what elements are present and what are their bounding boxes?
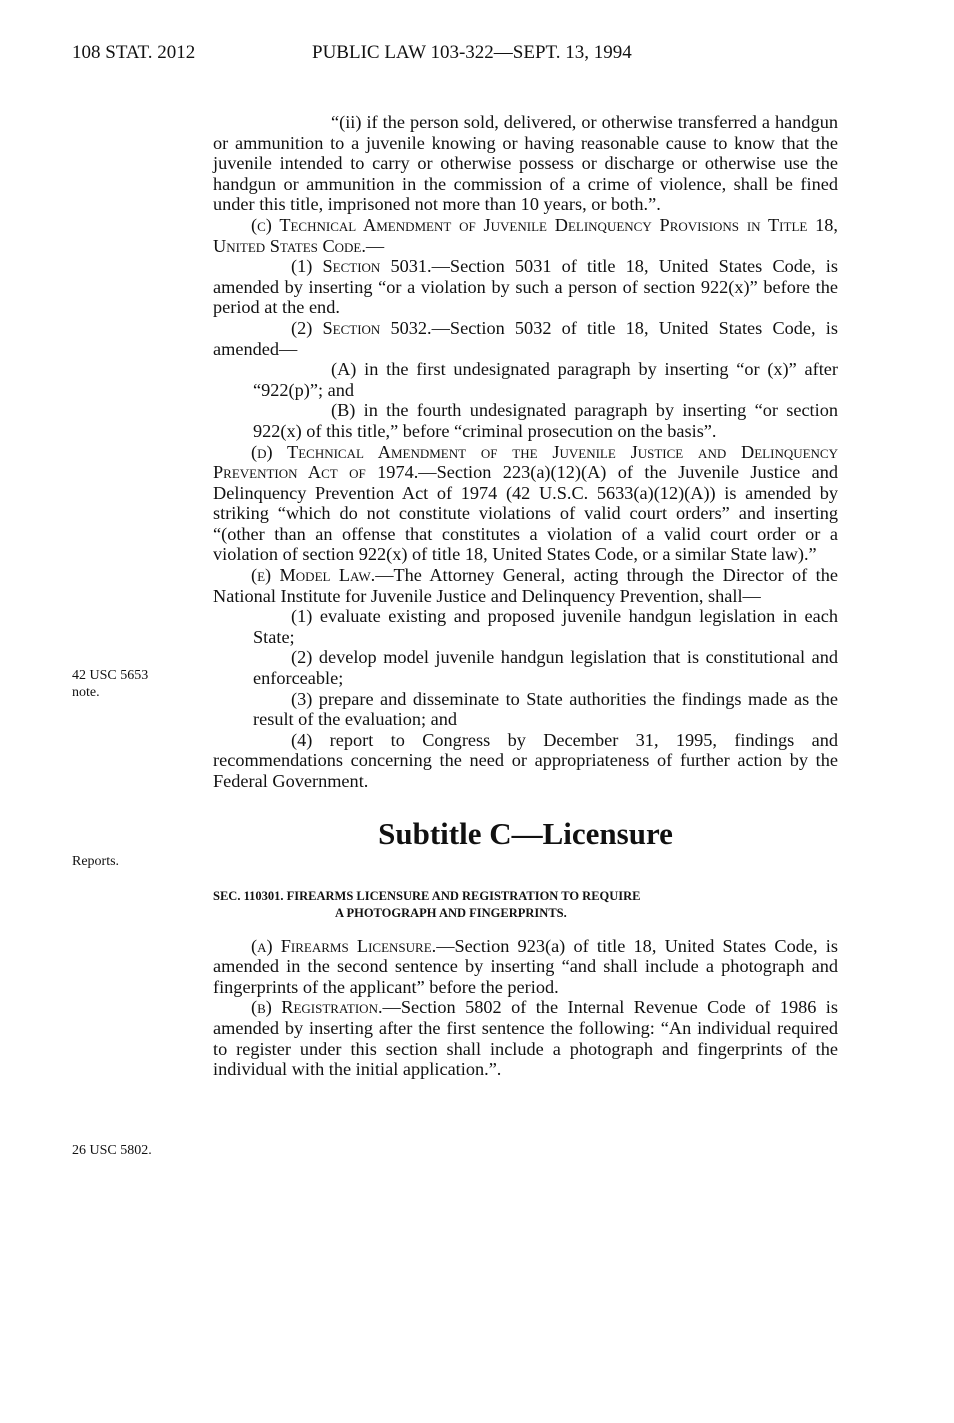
paragraph-e3: (3) prepare and disseminate to State authorities the findings made as the result of the evaluation; and <box>253 688 838 730</box>
paragraph-ii: “(ii) if the person sold, delivered, or otherwise transferred a handgun or ammunition to a juvenile knowing or having reasonable cause to know that the juvenile intended to carry or otherwise possess or discharge or otherwise use the handgun or ammunition in the commission of a crime of violence, shall be fined under this title, imprisoned not more than 10 years, or both.”. <box>213 112 838 215</box>
paragraph-e1: (1) evaluate existing and proposed juvenile handgun legislation in each State; <box>253 606 838 647</box>
subsection-b <box>213 997 838 1079</box>
subsection-b-text: —Section 5802 of the Internal Revenue Code of 1986 is amended by inserting after the first sentence the following: “An individual required to register under this section shall include a photograph and fingerprints of the individual with the initial application.”. <box>213 997 838 1080</box>
subsection-a-label: (a) Firearms Licensure. <box>251 935 437 956</box>
subsection-e-text: —The Attorney General, acting through the Director of the National Institute for Juvenile Justice and Delinquency Prevention, shall— <box>213 565 838 606</box>
subparagraph-c2A-text: (A) in the first undesignated paragraph by inserting “or (x)” after “922(p)”; and <box>253 359 838 400</box>
subsection-a-text: —Section 923(a) of title 18, United States Code, is amended in the second sentence by inserting “and shall include a photograph and fingerprints of the applicant” before the period. <box>213 935 838 997</box>
margin-note-42-usc-line1: 42 USC 5653 <box>72 668 149 683</box>
section-heading-line2: A PHOTOGRAPH AND FINGERPRINTS. <box>335 905 567 920</box>
subsection-e <box>213 565 838 606</box>
paragraph-e4: (4) report to Congress by December 31, 1995, findings and recommendations concerning the need or appropriateness of further action by the Federal Government. <box>213 729 838 791</box>
subsection-c-heading: (c) Technical Amendment of Juvenile Delinquency Provisions in Title 18, United States Code.— <box>213 214 838 256</box>
subtitle-heading: Subtitle C—Licensure <box>378 815 673 851</box>
subsection-a <box>213 936 838 998</box>
section-heading-line1: SEC. 110301. FIREARMS LICENSURE AND REGISTRATION TO REQUIRE <box>213 888 641 903</box>
margin-note-42-usc <box>72 667 148 701</box>
subsection-d-label: (d) Technical Amendment of the Juvenile Justice and Delinquency Prevention Act of 1974. <box>213 441 838 483</box>
paragraph-c1 <box>213 256 838 318</box>
paragraph-c1-text: —Section 5031 of title 18, United States Code, is amended by inserting “or a violation by such a person of section 922(x)” before the period at the end. <box>213 256 838 318</box>
document-body <box>213 112 838 1080</box>
page-statute-reference: 108 STAT. 2012 <box>72 42 196 63</box>
subsection-b-label: (b) Registration. <box>251 997 383 1018</box>
subparagraph-c2A <box>213 359 838 400</box>
margin-note-26-usc: 26 USC 5802. <box>72 1143 152 1158</box>
subsection-d <box>213 442 838 566</box>
subsection-d-text: —Section 223(a)(12)(A) of the Juvenile Justice and Delinquency Prevention Act of 1974 (42 U.S.C. 5633(a)(12)(A)) is amended by striking “which do not constitute violations of valid court orders” and inserting “(other than an offense that constitutes a violation of a valid court order or a violation of section 922(x) of title 18, United States Code, or a similar State law).” <box>213 462 838 565</box>
subparagraph-c2B-text: (B) in the fourth undesignated paragraph by inserting “or section 922(x) of this title,” before “criminal prosecution on the basis”. <box>253 400 838 441</box>
paragraph-c2-label: (2) Section 5032. <box>291 317 432 338</box>
section-heading <box>213 888 838 922</box>
subparagraph-c2B <box>213 400 838 441</box>
paragraph-c2 <box>213 318 838 359</box>
subsection-e-label: (e) Model Law. <box>251 565 376 586</box>
paragraph-c2-text: —Section 5032 of title 18, United States Code, is amended— <box>213 317 838 359</box>
public-law-reference: PUBLIC LAW 103-322—SEPT. 13, 1994 <box>312 42 632 63</box>
margin-note-reports: Reports. <box>72 854 120 869</box>
page-header <box>72 42 852 72</box>
paragraph-c1-label: (1) Section 5031. <box>291 256 432 277</box>
paragraph-e2: (2) develop model juvenile handgun legislation that is constitutional and enforceable; <box>253 647 838 689</box>
margin-note-42-usc-line2: note. <box>72 685 100 700</box>
